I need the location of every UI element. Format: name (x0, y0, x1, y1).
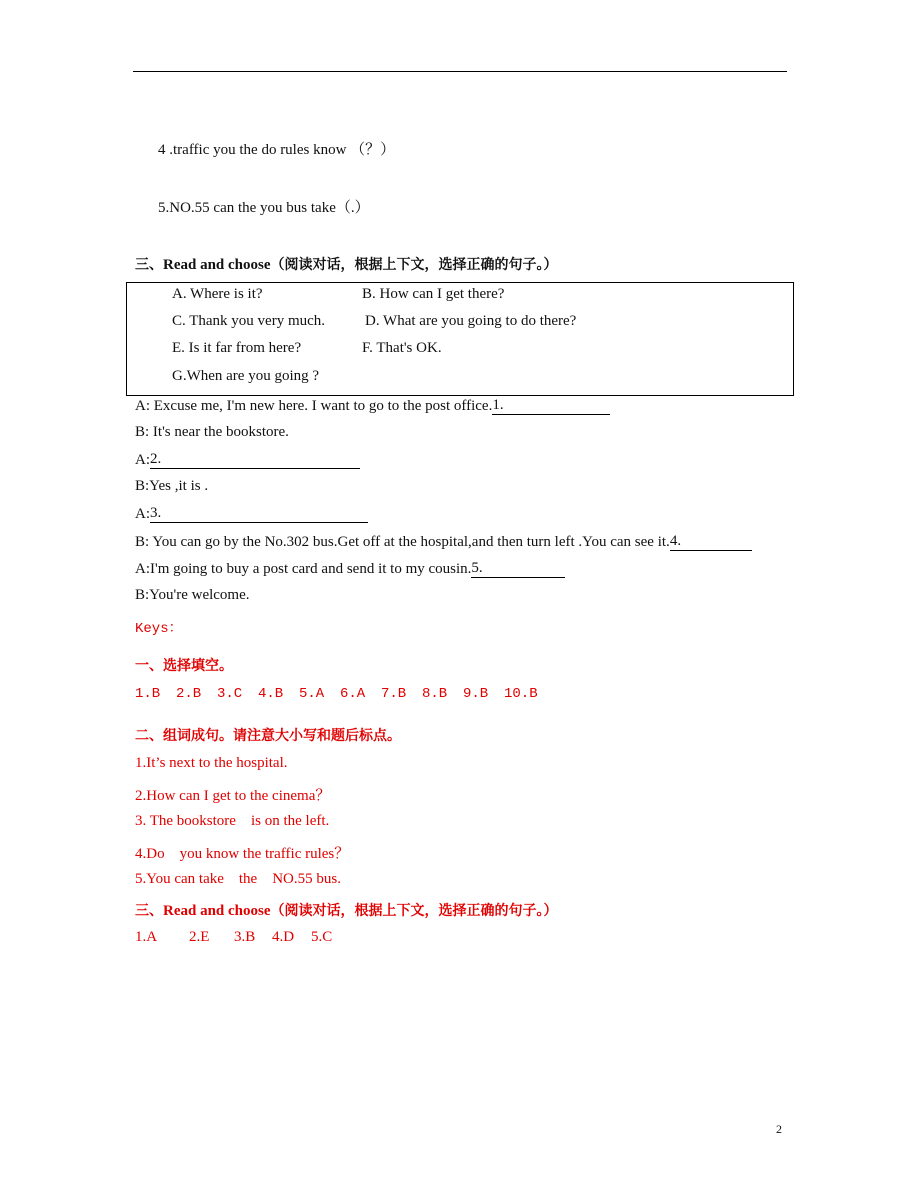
keys-section-2-heading: 二、组词成句。请注意大小写和题后标点。 (135, 728, 401, 744)
section-3-heading (135, 254, 558, 274)
option-f: F. That's OK. (362, 340, 442, 356)
answer-blank-5[interactable] (471, 560, 565, 578)
option-d: D. What are you going to do there? (365, 313, 577, 329)
answer-item: 8.B (422, 686, 448, 702)
blank-number: 5. (471, 560, 483, 576)
answer-item: 5.A (299, 686, 325, 702)
question-5: 5.NO.55 can the you bus take（.） (158, 200, 370, 216)
option-c: C. Thank you very much. (172, 313, 326, 329)
dialog-line-8: B:You're welcome. (135, 587, 250, 603)
keys-section-3-heading (135, 900, 558, 920)
section-3-cn: （阅读对话，根据上下文，选择正确的句子。） (270, 257, 558, 273)
answer-item: 3.C (217, 686, 243, 702)
keys-section-3-cn: （阅读对话，根据上下文，选择正确的句子。） (270, 903, 558, 919)
keys-section-3-bold: Read and choose (163, 903, 271, 919)
dialog-text: B: You can go by the No.302 bus.Get off at the hospital,and then turn left .You can see it. (135, 534, 670, 550)
blank-number: 2. (150, 451, 162, 467)
dialog-line-4: B:Yes ,it is . (135, 478, 209, 494)
dialog-line-5 (135, 505, 368, 523)
keys-section-1-answers (135, 686, 538, 702)
keys-section-2-answer-3: 3. The bookstore is on the left. (135, 813, 330, 829)
answer-item: 1.A (135, 929, 158, 945)
keys-section-2-answer-2: 2.How can I get to the cinema？ (135, 788, 331, 804)
answer-item: 9.B (463, 686, 489, 702)
answer-item: 10.B (504, 686, 538, 702)
keys-section-1-heading: 一、选择填空。 (135, 658, 233, 674)
keys-section-2-answer-5: 5.You can take the NO.55 bus. (135, 871, 341, 887)
keys-section-3-answers (135, 929, 332, 946)
keys-section-2-answer-4: 4.Do you know the traffic rules？ (135, 846, 350, 862)
dialog-text: A:I'm going to buy a post card and send it to my cousin. (135, 561, 472, 577)
dialog-line-2: B: It's near the bookstore. (135, 424, 289, 440)
blank-number: 4. (669, 533, 682, 549)
answer-item: 4.B (258, 686, 284, 702)
section-3-prefix: 三、 (135, 257, 163, 273)
dialog-line-7 (135, 560, 565, 578)
dialog-line-1 (135, 397, 610, 415)
answer-item: 4.D (272, 929, 295, 945)
answer-item: 5.C (311, 929, 333, 945)
question-4: 4 .traffic you the do rules know （？） (158, 142, 396, 158)
blank-number: 3. (150, 505, 162, 521)
answer-blank-3[interactable] (150, 505, 368, 523)
answer-item: 6.A (340, 686, 366, 702)
dialog-line-3 (135, 451, 360, 469)
answer-item: 3.B (234, 929, 256, 945)
answer-item: 2.E (189, 929, 210, 945)
dialog-text: A: (135, 506, 150, 522)
answer-item: 1.B (135, 686, 161, 702)
dialog-text: A: Excuse me, I'm new here. I want to go to the post office. (135, 398, 493, 414)
dialog-line-6 (135, 533, 752, 551)
option-a: A. Where is it? (172, 286, 263, 302)
answer-blank-1[interactable] (492, 397, 610, 415)
blank-number: 1. (492, 397, 504, 413)
header-rule (133, 71, 787, 72)
option-b: B. How can I get there? (362, 286, 505, 302)
option-e: E. Is it far from here? (172, 340, 302, 356)
option-g: G.When are you going ? (172, 368, 320, 384)
page-number: 2 (776, 1122, 782, 1136)
keys-section-3-prefix: 三、 (135, 903, 163, 919)
answer-item: 7.B (381, 686, 407, 702)
keys-section-2-answer-1: 1.It’s next to the hospital. (135, 755, 288, 771)
answer-item: 2.B (176, 686, 202, 702)
keys-title: Keys： (135, 621, 183, 637)
section-3-bold: Read and choose (163, 257, 271, 273)
dialog-text: A: (135, 452, 150, 468)
answer-blank-2[interactable] (150, 451, 360, 469)
answer-blank-4[interactable] (670, 533, 752, 551)
